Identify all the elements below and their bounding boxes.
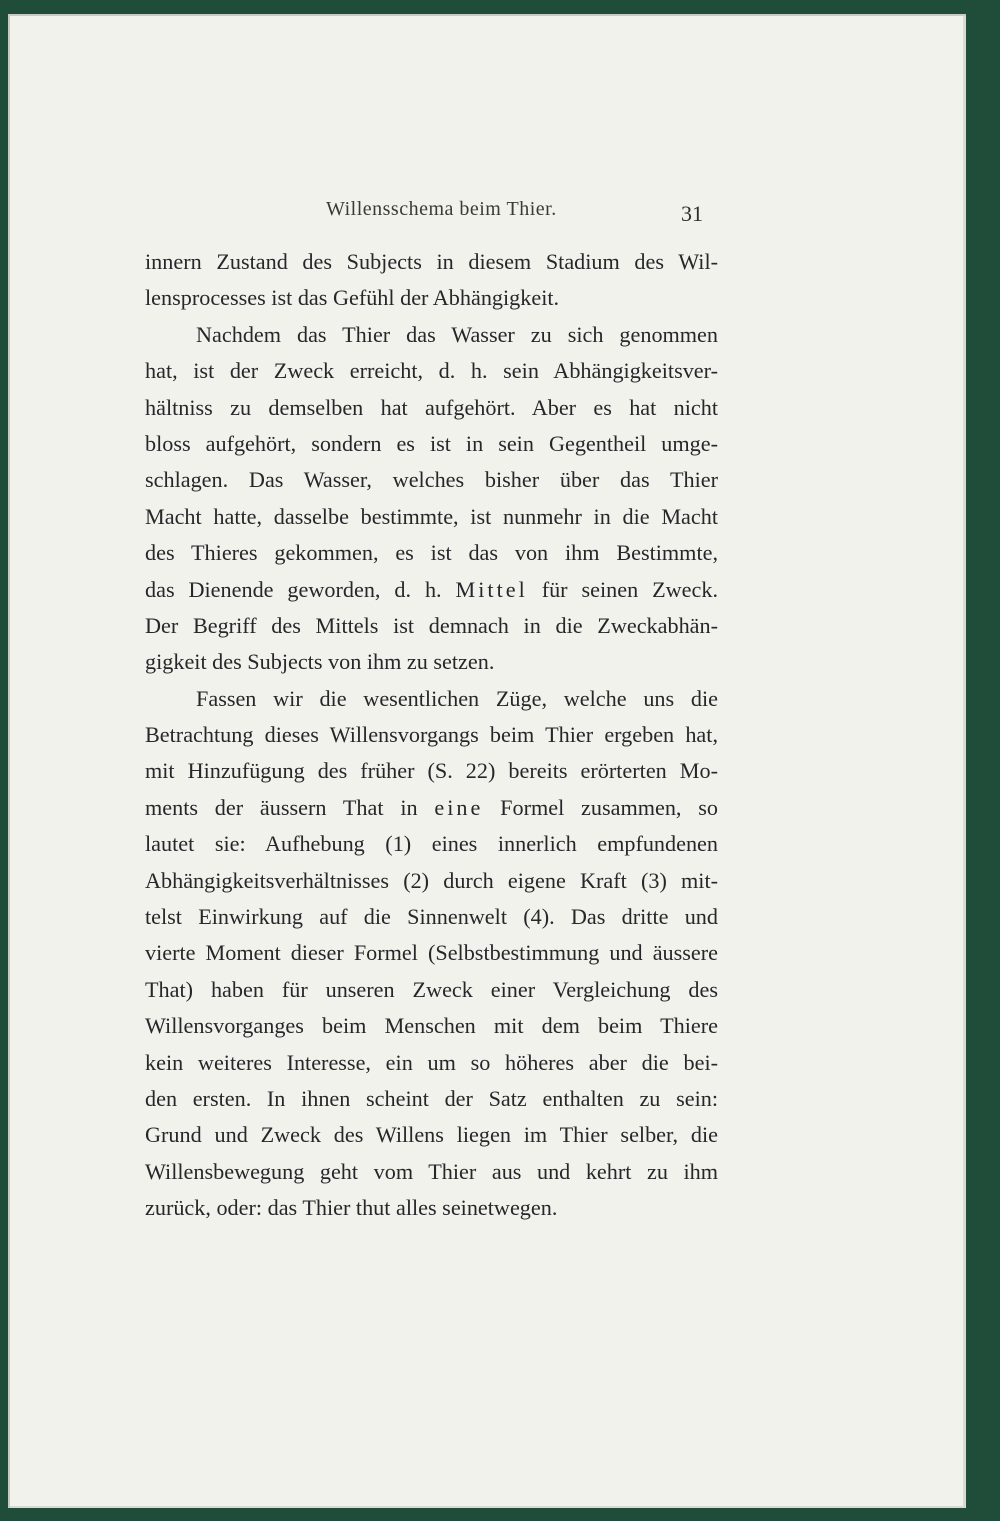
text-line: Fassen wir die wesentlichen Züge, welche uns die [196,685,718,711]
text-line: schlagen. Das Wasser, welches bisher über das Thier [145,467,718,493]
body-text [145,244,718,1227]
page-number: 31 [681,201,703,226]
text-line: That) haben für unseren Zweck einer Vergleichung des [145,976,718,1002]
emphasis-mittel: Mittel [455,576,528,602]
text-line: Willensbewegung geht vom Thier aus und kehrt zu ihm [145,1158,718,1184]
text-line: lautet sie: Aufhebung (1) eines innerlich empfundenen [145,831,718,857]
text-line: Abhängigkeitsverhältnisses (2) durch eigene Kraft (3) mit- [145,867,718,893]
text-line: Nachdem das Thier das Wasser zu sich genommen [196,321,718,347]
text-line: telst Einwirkung auf die Sinnenwelt (4). Das dritte und [145,904,718,930]
book-page [8,14,966,1508]
text-line: bloss aufgehört, sondern es ist in sein Gegentheil umge- [145,430,718,456]
text-line: Betrachtung dieses Willensvorgangs beim Thier ergeben hat, [145,722,718,748]
emphasis-eine: eine [434,794,484,820]
text-line: Der Begriff des Mittels ist demnach in die Zweckabhän- [145,612,718,638]
text-line: hat, ist der Zweck erreicht, d. h. sein Abhängigkeitsver- [145,358,718,384]
text-line: des Thieres gekommen, es ist das von ihm Bestimmte, [145,540,718,566]
text-line: hältniss zu demselben hat aufgehört. Aber es hat nicht [145,394,718,420]
running-title: Willensschema beim Thier. [326,198,557,220]
text-line-eine: ments der äussern That in eine Formel zusammen, so [145,794,719,820]
text-line: vierte Moment dieser Formel (Selbstbestimmung und äussere [145,940,718,966]
text-line-mittel: das Dienende geworden, d. h. Mittel für seinen Zweck. [145,576,719,602]
text-line: zurück, oder: das Thier thut alles seinetwegen. [145,1195,558,1221]
text-line: kein weiteres Interesse, ein um so höheres aber die bei- [145,1049,718,1075]
page-header [8,198,966,228]
text-line: Grund und Zweck des Willens liegen im Thier selber, die [145,1122,718,1148]
text-line: mit Hinzufügung des früher (S. 22) bereits erörterten Mo- [145,758,718,784]
text-line: gigkeit des Subjects von ihm zu setzen. [145,649,495,675]
text-line: innern Zustand des Subjects in diesem Stadium des Wil- [145,249,718,274]
text-line: den ersten. In ihnen scheint der Satz enthalten zu sein: [145,1085,718,1111]
text-line: Willensvorganges beim Menschen mit dem beim Thiere [145,1013,718,1039]
text-line: Macht hatte, dasselbe bestimmte, ist nunmehr in die Macht [145,503,718,529]
text-line: lensprocesses ist das Gefühl der Abhängigkeit. [145,285,560,311]
